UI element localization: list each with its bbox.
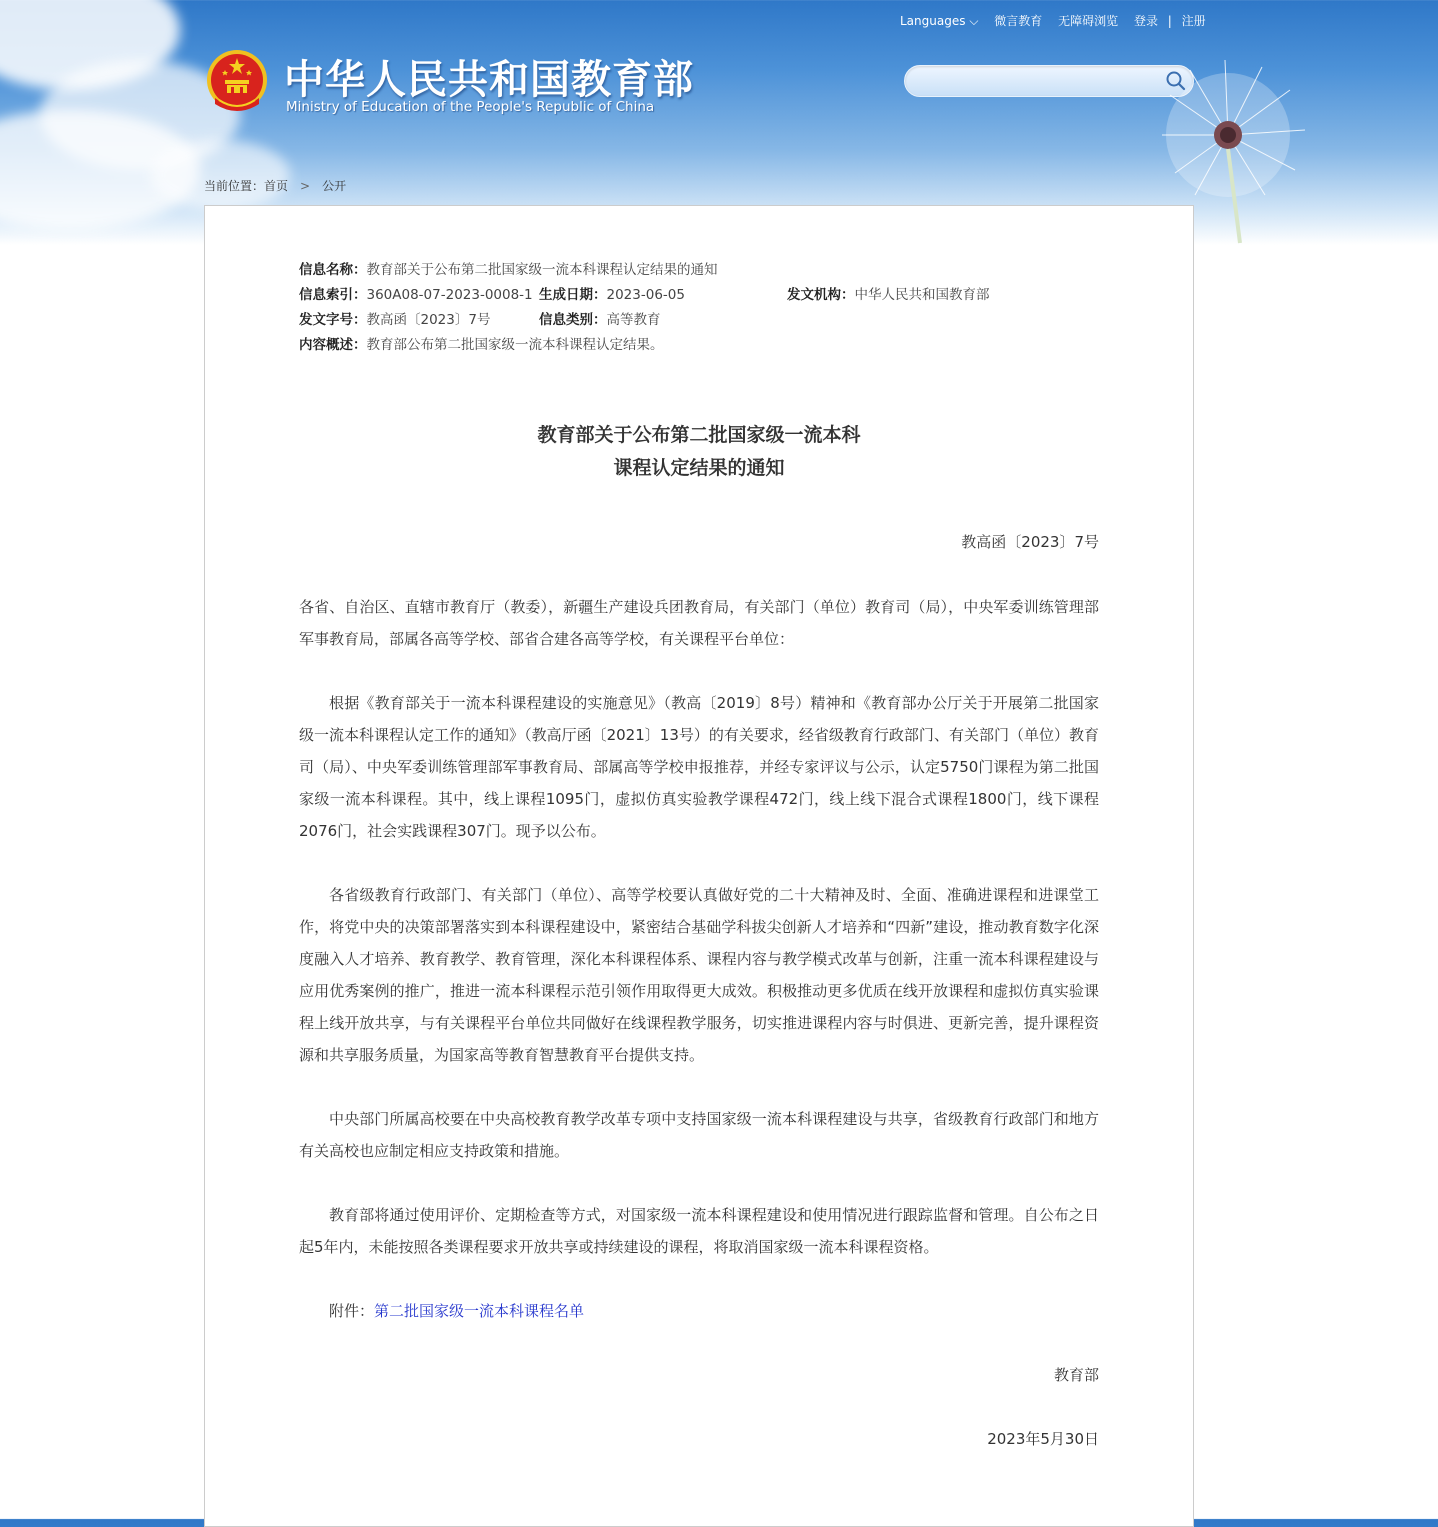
- body-paragraph-3: 中央部门所属高校要在中央高校教育教学改革专项中支持国家级一流本科课程建设与共享，省级教育行政部门和地方有关高校也应制定相应支持政策和措施。: [299, 1110, 1099, 1160]
- meta-date-label: 生成日期：: [539, 287, 607, 303]
- meta-summary-label: 内容概述：: [299, 337, 367, 353]
- top-links-bar: [900, 12, 1218, 29]
- article-title-line1: 教育部关于公布第二批国家级一流本科: [537, 424, 861, 446]
- weiyan-link[interactable]: 微言教育: [994, 14, 1043, 28]
- breadcrumb: [204, 177, 346, 194]
- cloud-decoration: [150, 140, 290, 210]
- body-paragraph-2: 各省级教育行政部门、有关部门（单位）、高等学校要认真做好党的二十大精神及时、全面、准确进课程和进课堂工作，将党中央的决策部署落实到本科课程建设中，紧密结合基础学科拔尖创新人才培养和“四新”建设，推动教育数字化深度融入人才培养、教育教学、教育管理，深化本科课程体系、课程内容与教学模式改革与创新，注重一流本科课程建设与应用优秀案例的推广，推进一流本科课程示范引领作用取得更大成效。积极推动更多优质在线开放课程和虚拟仿真实验课程上线开放共享，与有关课程平台单位共同做好在线课程教学服务，切实推进课程内容与时俱进、更新完善，提升课程资源和共享服务质量，为国家高等教育智慧教育平台提供支持。: [299, 886, 1099, 1064]
- site-subtitle: Ministry of Education of the People's Republic of China: [286, 99, 655, 115]
- site-title: 中华人民共和国教育部: [284, 57, 694, 103]
- breadcrumb-arrow-icon: >: [300, 179, 311, 193]
- attachment-label: 附件：: [329, 1302, 375, 1320]
- body-paragraph-4: 教育部将通过使用评价、定期检查等方式，对国家级一流本科课程建设和使用情况进行跟踪监督和管理。自公布之日起5年内，未能按照各类课程要求开放共享或持续建设的课程，将取消国家级一流本科课程资格。: [299, 1206, 1099, 1256]
- attachment-line: [299, 1295, 1099, 1327]
- chevron-down-icon: ⌵: [969, 14, 979, 28]
- meta-summary-value: 教育部公布第二批国家级一流本科课程认定结果。: [366, 337, 664, 353]
- breadcrumb-prefix: 当前位置：: [204, 179, 265, 193]
- salutation-paragraph: 各省、自治区、直辖市教育厅（教委），新疆生产建设兵团教育局，有关部门（单位）教育司（局），中央军委训练管理部军事教育局，部属各高等学校、部省合建各高等学校，有关课程平台单位：: [299, 598, 1099, 648]
- meta-org-value: 中华人民共和国教育部: [854, 287, 990, 303]
- accessible-link[interactable]: 无障碍浏览: [1058, 14, 1119, 28]
- breadcrumb-current-link[interactable]: 公开: [322, 179, 347, 193]
- meta-name-value: 教育部关于公布第二批国家级一流本科课程认定结果的通知: [366, 262, 718, 278]
- meta-date-value: 2023-06-05: [606, 287, 685, 303]
- meta-index-value: 360A08-07-2023-0008-1: [366, 287, 533, 303]
- attachment-link[interactable]: 第二批国家级一流本科课程名单: [374, 1302, 585, 1320]
- register-link[interactable]: 注册: [1181, 14, 1206, 28]
- meta-docno-value: 教高函〔2023〕7号: [366, 312, 491, 328]
- signature: 教育部: [1053, 1366, 1099, 1384]
- meta-name-label: 信息名称：: [299, 262, 367, 278]
- meta-org-label: 发文机构：: [787, 287, 855, 303]
- search-input[interactable]: [917, 70, 1161, 92]
- breadcrumb-home-link[interactable]: 首页: [264, 179, 289, 193]
- languages-link[interactable]: [900, 14, 978, 28]
- meta-index-label: 信息索引：: [299, 287, 367, 303]
- national-emblem-icon: [205, 48, 269, 116]
- document-number: 教高函〔2023〕7号: [961, 533, 1099, 551]
- languages-label: Languages: [900, 14, 966, 28]
- body-paragraph-1: 根据《教育部关于一流本科课程建设的实施意见》（教高〔2019〕8号）精神和《教育部办公厅关于开展第二批国家级一流本科课程认定工作的通知》（教高厅函〔2021〕13号）的有关要求，经省级教育行政部门、有关部门（单位）教育司（局）、中央军委训练管理部军事教育局、部属高等学校申报推荐，并经专家评议与公示，认定5750门课程为第二批国家级一流本科课程。其中，线上课程1095门，虚拟仿真实验教学课程472门，线上线下混合式课程1800门，线下课程2076门，社会实践课程307门。现予以公布。: [299, 694, 1099, 840]
- content-panel: [204, 205, 1194, 1527]
- meta-category-value: 高等教育: [606, 312, 661, 328]
- article-title-line2: 课程认定结果的通知: [613, 457, 785, 479]
- meta-category-label: 信息类别：: [539, 312, 607, 328]
- signature-date: 2023年5月30日: [987, 1430, 1099, 1448]
- article-title: [205, 419, 1193, 485]
- link-separator: |: [1167, 14, 1172, 28]
- login-link[interactable]: 登录: [1133, 14, 1158, 28]
- meta-docno-label: 发文字号：: [299, 312, 367, 328]
